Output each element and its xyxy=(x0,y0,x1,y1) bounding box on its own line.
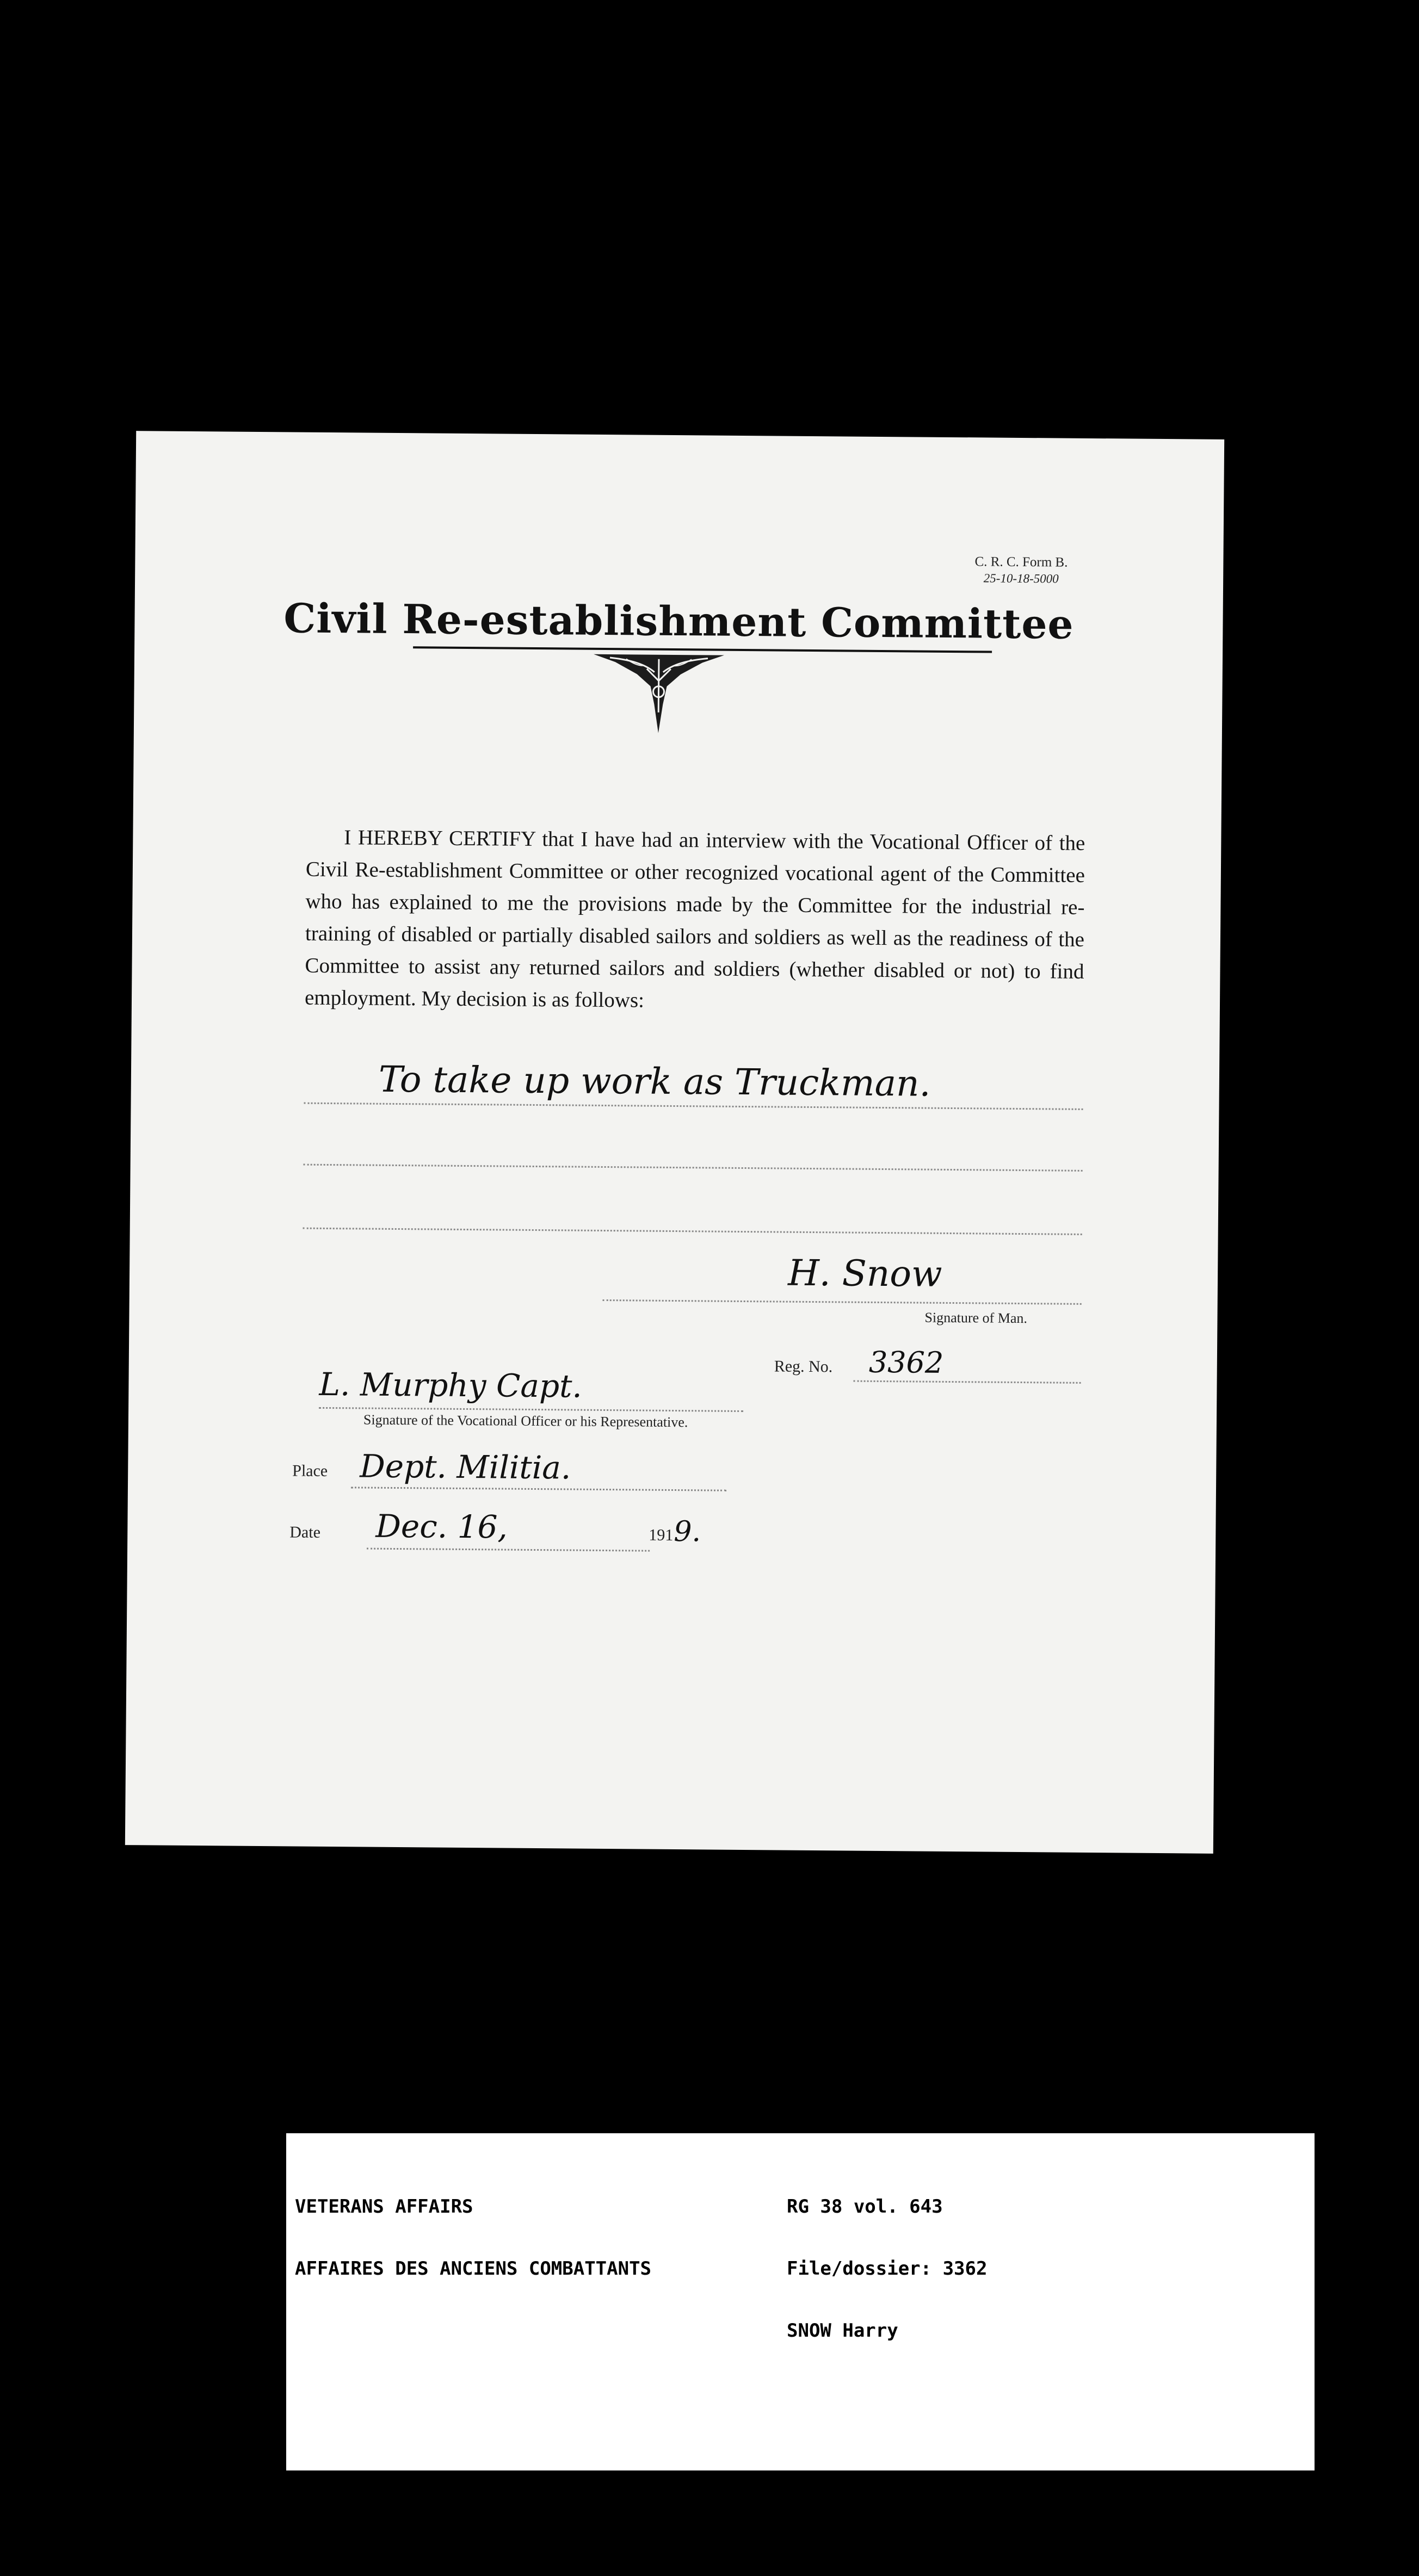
officer-signature-label: Signature of the Vocational Officer or his Representative. xyxy=(363,1411,688,1431)
place-line xyxy=(351,1487,726,1491)
title-rule xyxy=(413,646,992,653)
reg-no-label: Reg. No. xyxy=(774,1357,833,1376)
man-signature-line xyxy=(603,1299,1082,1305)
man-signature-label: Signature of Man. xyxy=(924,1309,1028,1327)
certification-paragraph xyxy=(305,821,1085,1020)
decision-line-2 xyxy=(304,1164,1083,1172)
date-label: Date xyxy=(289,1523,321,1541)
archive-label-left xyxy=(295,2155,651,2320)
decision-handwriting: To take up work as Truckman. xyxy=(378,1058,931,1105)
archive-dept-en: VETERANS AFFAIRS xyxy=(295,2196,473,2218)
heraldic-ornament-icon xyxy=(593,652,724,735)
reg-no-value: 3362 xyxy=(868,1345,944,1380)
year-suffix: 9. xyxy=(674,1515,701,1549)
decision-line-3 xyxy=(303,1228,1082,1235)
archive-dept-fr: AFFAIRES DES ANCIENS COMBATTANTS xyxy=(295,2258,652,2280)
archive-file-number: File/dossier: 3362 xyxy=(787,2258,988,2280)
certificate-sheet xyxy=(125,431,1224,1854)
man-signature: H. Snow xyxy=(787,1252,942,1295)
archive-label-right xyxy=(787,2155,987,2382)
date-value: Dec. 16, xyxy=(375,1507,508,1546)
form-number: C. R. C. Form B. xyxy=(974,554,1068,570)
officer-signature-line xyxy=(319,1407,743,1412)
certify-lead: I HEREBY CERTIFY xyxy=(344,826,535,851)
archive-label xyxy=(286,2133,1315,2470)
place-label: Place xyxy=(292,1462,328,1481)
certify-text: that I have had an interview with the Vocational Officer of the Civil Re-establishment Committee or other recognized vocational agent of the Committee who has explained to me the provisions made by the Committee for the industrial re-training of disabled or partially disabled sailors and soldiers as well as the readiness of the Committee to assist any returned sailors and soldiers (whether disabled or not) to find employment. My decision is as follows: xyxy=(304,827,1085,1012)
decision-line-1 xyxy=(304,1103,1083,1110)
committee-title: Civil Re-establishment Committee xyxy=(283,595,1074,648)
year-prefix: 191 xyxy=(649,1526,674,1545)
place-value: Dept. Militia. xyxy=(360,1447,571,1487)
reg-no-line xyxy=(854,1380,1081,1384)
officer-signature: L. Murphy Capt. xyxy=(319,1365,583,1405)
archive-record-group: RG 38 vol. 643 xyxy=(787,2196,943,2218)
print-code: 25-10-18-5000 xyxy=(983,571,1059,586)
form-code xyxy=(974,554,1068,587)
archive-person-name: SNOW Harry xyxy=(787,2320,898,2342)
date-line xyxy=(367,1548,650,1552)
